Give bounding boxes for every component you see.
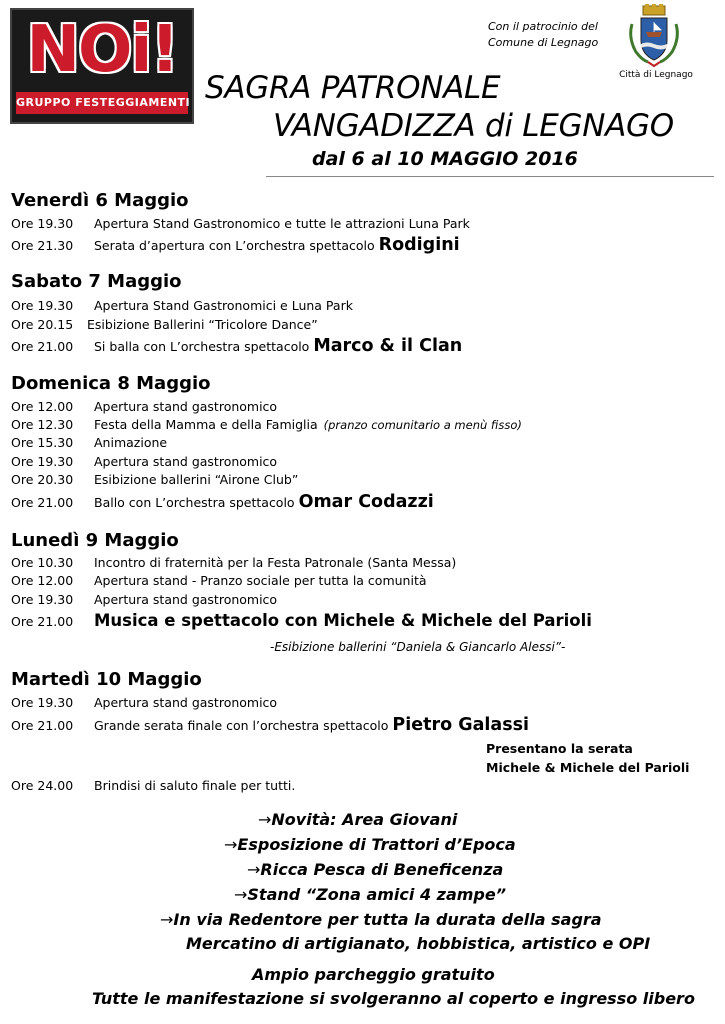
event-row [11, 433, 167, 452]
event-row [11, 296, 353, 315]
parking-note: Ampio parcheggio gratuito [252, 965, 495, 984]
event-time: Ore 21.00 [11, 495, 74, 510]
day-title: Venerdì 6 Maggio [11, 190, 189, 211]
event-row [11, 214, 470, 233]
orchestra-name: Rodigini [378, 235, 460, 255]
show-title: Musica e spettacolo con Michele & Michele del Parioli [94, 611, 592, 630]
event-row [11, 470, 298, 489]
event-time: Ore 21.00 [11, 339, 74, 354]
day-title: Domenica 8 Maggio [11, 373, 211, 394]
noi-logo [10, 8, 194, 124]
event-time: Ore 19.30 [11, 298, 74, 313]
event-text: Apertura stand gastronomico [94, 399, 278, 414]
event-text: Esibizione ballerini “Airone Club” [94, 472, 299, 487]
highlight-text: In via Redentore per tutta la durata della sagra [173, 910, 602, 929]
event-row [11, 611, 592, 631]
event-row [11, 315, 318, 334]
event-time: Ore 12.00 [11, 399, 74, 414]
patronage-line-2: Comune di Legnago [488, 36, 599, 49]
logo-wordmark: NOi! [26, 13, 178, 87]
title-line-1: SAGRA PATRONALE [205, 70, 501, 106]
event-row [11, 236, 460, 255]
presenters-line-2: Michele & Michele del Parioli [486, 760, 690, 775]
event-row [11, 590, 277, 609]
event-text: Ballo con L’orchestra spettacolo [94, 495, 299, 510]
event-text: Animazione [94, 435, 168, 450]
highlight-text: Esposizione di Trattori d’Epoca [237, 835, 516, 854]
venue-note: Tutte le manifestazione si svolgeranno al coperto e ingresso libero [92, 989, 695, 1008]
event-time: Ore 12.00 [11, 573, 74, 588]
event-text: Grande serata finale con l’orchestra spettacolo [94, 718, 393, 733]
event-text: Incontro di fraternità per la Festa Patronale (Santa Messa) [94, 555, 457, 570]
event-text: Apertura stand - Pranzo sociale per tutta la comunità [94, 573, 427, 588]
legnago-crest-icon [626, 4, 682, 68]
highlight-text: Novità: Area Giovani [271, 810, 458, 829]
dancers-note: -Esibizione ballerini “Daniela & Giancarlo Alessi”- [270, 640, 566, 654]
event-row [11, 693, 277, 712]
event-row [11, 397, 277, 416]
event-row [11, 571, 427, 590]
highlight-item [160, 908, 602, 932]
highlight-continuation: Mercatino di artigianato, hobbistica, artistico e OPI [186, 934, 651, 953]
day-title: Martedì 10 Maggio [11, 669, 202, 690]
event-text: Apertura stand gastronomico [94, 695, 278, 710]
event-time: Ore 19.30 [11, 216, 74, 231]
title-line-2: VANGADIZZA di LEGNAGO [273, 108, 674, 144]
arrow-right-icon: → [160, 910, 174, 929]
day-title: Sabato 7 Maggio [11, 271, 182, 292]
orchestra-name: Marco & il Clan [313, 336, 463, 356]
patronage-line-1: Con il patrocinio del [488, 20, 598, 33]
arrow-right-icon: → [258, 810, 272, 829]
orchestra-name: Pietro Galassi [392, 715, 530, 735]
event-row [11, 415, 522, 435]
highlight-item [224, 833, 516, 857]
event-time: Ore 19.30 [11, 695, 74, 710]
event-text: Apertura Stand Gastronomici e Luna Park [94, 298, 353, 313]
event-row [11, 553, 456, 572]
arrow-right-icon: → [247, 860, 261, 879]
event-time: Ore 10.30 [11, 555, 74, 570]
event-row [11, 716, 529, 735]
arrow-right-icon: → [234, 885, 248, 904]
event-text: Apertura Stand Gastronomico e tutte le attrazioni Luna Park [94, 216, 470, 231]
event-dates: dal 6 al 10 MAGGIO 2016 [312, 148, 578, 170]
orchestra-name: Omar Codazzi [298, 492, 434, 512]
arrow-right-icon: → [224, 835, 238, 854]
crest-caption: Città di Legnago [619, 70, 693, 80]
header-divider [266, 176, 714, 177]
event-row [11, 776, 295, 795]
day-title: Lunedì 9 Maggio [11, 530, 179, 551]
event-text: Esibizione Ballerini “Tricolore Dance” [87, 317, 318, 332]
event-time: Ore 21.00 [11, 614, 74, 629]
highlight-item [258, 808, 457, 832]
presenters-line-1: Presentano la serata [486, 741, 633, 756]
highlight-text: Stand “Zona amici 4 zampe” [247, 885, 507, 904]
event-row [11, 337, 462, 356]
event-time: Ore 19.30 [11, 592, 74, 607]
event-text: Brindisi di saluto finale per tutti. [94, 778, 296, 793]
event-text: Festa della Mamma e della Famiglia [94, 417, 318, 432]
event-time: Ore 12.30 [11, 417, 74, 432]
event-time: Ore 21.00 [11, 718, 74, 733]
event-time: Ore 20.30 [11, 472, 74, 487]
event-text: Si balla con L’orchestra spettacolo [94, 339, 314, 354]
event-row [11, 452, 277, 471]
highlight-item [247, 858, 503, 882]
event-row [11, 493, 434, 512]
event-text: Serata d’apertura con L’orchestra spettacolo [94, 238, 379, 253]
highlight-item [234, 883, 506, 907]
logo-subtitle: GRUPPO FESTEGGIAMENTI [16, 92, 188, 114]
highlight-text: Ricca Pesca di Beneficenza [260, 860, 504, 879]
event-time: Ore 20.15 [11, 317, 74, 332]
event-time: Ore 24.00 [11, 778, 74, 793]
event-time: Ore 15.30 [11, 435, 74, 450]
event-text: Apertura stand gastronomico [94, 592, 278, 607]
event-time: Ore 19.30 [11, 454, 74, 469]
event-text: Apertura stand gastronomico [94, 454, 278, 469]
event-note: (pranzo comunitario a menù fisso) [323, 418, 522, 432]
event-time: Ore 21.30 [11, 238, 74, 253]
